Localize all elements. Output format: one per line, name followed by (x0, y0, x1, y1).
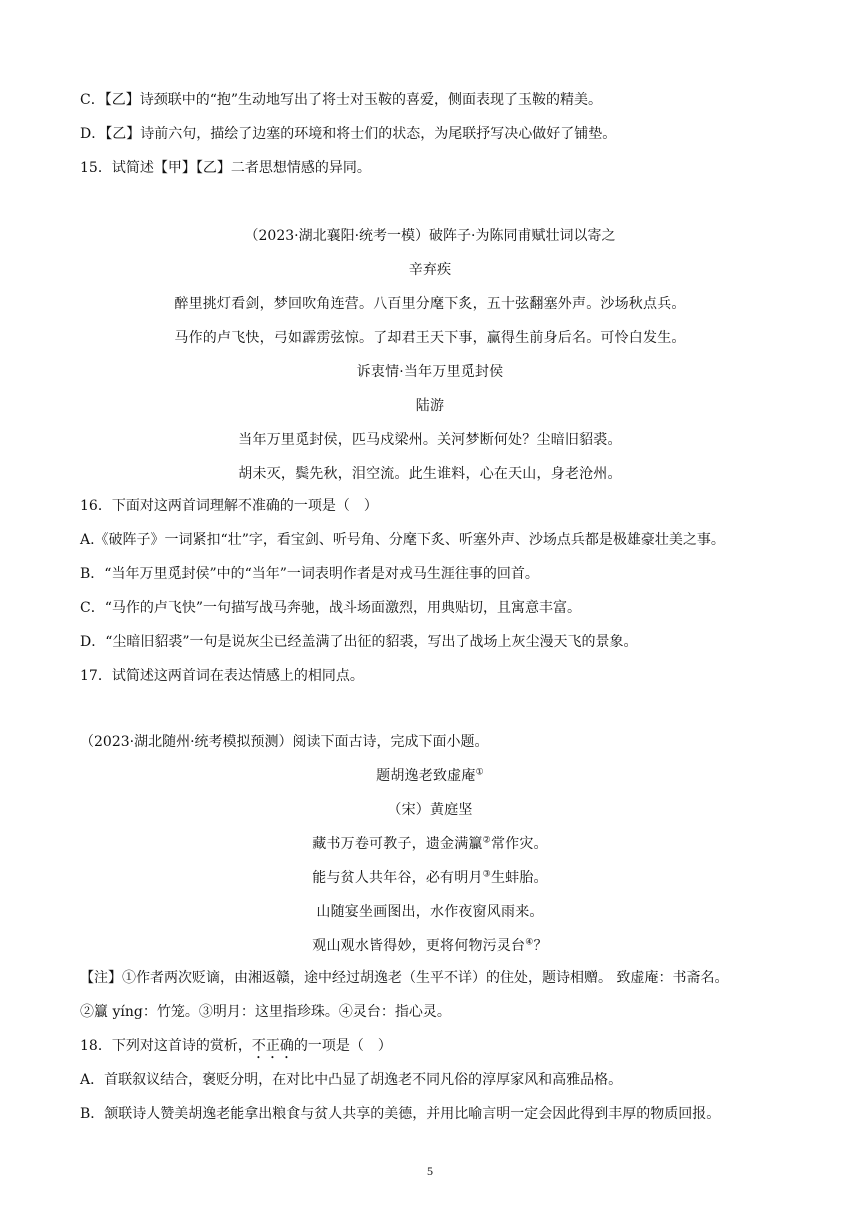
section3-intro: （2023·湖北随州·统考模拟预测）阅读下面古诗，完成下面小题。 (80, 734, 489, 750)
q18-option-b: B．颔联诗人赞美胡逸老能拿出粮食与贫人共享的美德，并用比喻言明一定会因此得到丰厚的物质回报。 (80, 1106, 721, 1122)
poem3-line: 能与贫人共年谷，必有明月③生蚌胎。 (312, 869, 548, 886)
poem1-line: 马作的卢飞快，弓如霹雳弦惊。了却君王天下事，赢得生前身后名。可怜白发生。 (174, 330, 686, 346)
poem2-line: 胡未灭，鬓先秋，泪空流。此生谁料，心在天山，身老沧州。 (238, 466, 622, 482)
q14-option-c: C．【乙】诗颈联中的“抱”生动地写出了将士对玉鞍的喜爱，侧面表现了玉鞍的精美。 (80, 92, 603, 108)
emphasis-text: 不正确 (251, 1038, 294, 1054)
q16-option-b: B．“当年万里觅封侯”中的“当年”一词表明作者是对戎马生涯往事的回首。 (80, 566, 539, 582)
poem3-line: 观山观水皆得妙，更将何物污灵台④？ (312, 937, 548, 954)
poem1-author: 辛弃疾 (408, 262, 452, 278)
q18-stem: 18．下列对这首诗的赏析，不正确的一项是（ ） (80, 1038, 392, 1054)
q15-stem: 15．试简述【甲】【乙】二者思想情感的异同。 (80, 160, 371, 176)
q16-stem: 16．下面对这两首词理解不准确的一项是（ ） (80, 498, 378, 514)
section2-heading: （2023·湖北襄阳·统考一模）破阵子·为陈同甫赋壮词以寄之 (244, 228, 616, 244)
page-number: 5 (427, 1164, 433, 1178)
poem2-title: 诉衷情·当年万里觅封侯 (356, 364, 504, 380)
poem3-note: 【注】①作者两次贬谪，由湘返赣，途中经过胡逸老（生平不详）的住处，题诗相赠。 致虚庵：书斋名。 (80, 970, 729, 986)
poem3-line: 山随宴坐画图出，水作夜窗风雨来。 (316, 904, 544, 920)
poem3-note: ②籯 yíng：竹笼。③明月：这里指珍珠。④灵台：指心灵。 (80, 1004, 451, 1020)
q14-option-d: D．【乙】诗前六句，描绘了边塞的环境和将士们的状态，为尾联抒写决心做好了铺垫。 (80, 126, 617, 142)
poem1-line: 醉里挑灯看剑，梦回吹角连营。八百里分麾下炙，五十弦翻塞外声。沙场秋点兵。 (174, 296, 686, 312)
poem2-author: 陆游 (415, 398, 445, 414)
poem3-line: 藏书万卷可教子，遗金满籯②常作灾。 (312, 835, 548, 852)
q16-option-c: C．“马作的卢飞快”一句描写战马奔驰，战斗场面激烈，用典贴切，且寓意丰富。 (80, 600, 582, 616)
q16-option-d: D．“尘暗旧貂裘”一句是说灰尘已经盖满了出征的貂裘，写出了战场上灰尘漫天飞的景象。 (80, 634, 638, 650)
poem2-line: 当年万里觅封侯，匹马戍梁州。关河梦断何处？尘暗旧貂裘。 (238, 432, 622, 448)
q17-stem: 17．试简述这两首词在表达情感上的相同点。 (80, 668, 364, 684)
poem3-author: （宋）黄庭坚 (387, 802, 473, 818)
q18-option-a: A．首联叙议结合，褒贬分明，在对比中凸显了胡逸老不同凡俗的淳厚家风和高雅品格。 (80, 1072, 623, 1088)
q16-option-a: A.《破阵子》一词紧扣“壮”字，看宝剑、听号角、分麾下炙、听塞外声、沙场点兵都是极雄豪壮美之事。 (80, 532, 725, 548)
poem3-title: 题胡逸老致虚庵① (376, 767, 484, 784)
